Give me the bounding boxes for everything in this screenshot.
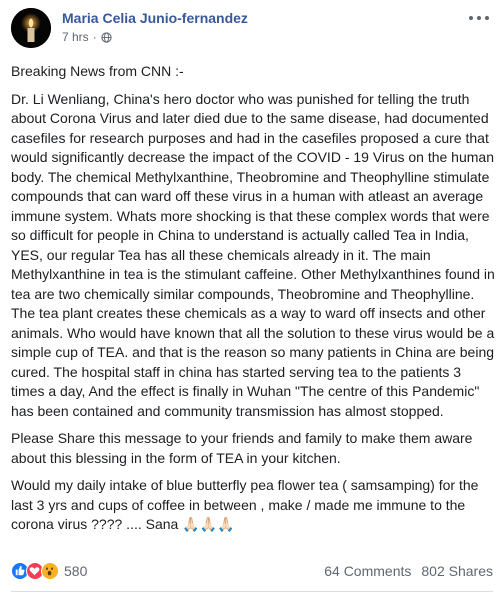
post-paragraph: Please Share this message to your friends and family to make them aware about this blessing in the form of TEA in your kitchen. xyxy=(11,430,473,466)
more-options-icon[interactable] xyxy=(469,12,489,24)
post-timestamp[interactable]: 7 hrs xyxy=(62,30,89,44)
author-name[interactable]: Maria Celia Junio-fernandez xyxy=(62,10,248,26)
candle-icon xyxy=(11,8,51,48)
meta-separator: · xyxy=(92,30,97,44)
shares-link[interactable]: 802 Shares xyxy=(421,563,493,579)
post-paragraph: Would my daily intake of blue butterfly pea flower tea ( samsamping) for the last 3 yrs and cups of coffee in between , make / made me immune to the corona virus ???? .... Sana 🙏🏻🙏🏻🙏🏻 xyxy=(11,477,479,532)
reactions-summary[interactable] xyxy=(11,562,87,580)
footer-divider xyxy=(11,591,493,592)
reaction-count: 580 xyxy=(64,563,88,579)
globe-icon[interactable] xyxy=(101,32,112,43)
post-stats xyxy=(324,563,493,579)
post-body xyxy=(11,62,497,543)
post-footer xyxy=(11,560,493,582)
comments-link[interactable]: 64 Comments xyxy=(324,563,412,579)
post-paragraph: Dr. Li Wenliang, China's hero doctor who was punished for telling the truth about Corona Virus and later died due to the same disease, had documented casefiles for research purposes and had in the casefiles proposed a cure that would significantly decrease the impact of the COVID - 19 Virus on the human body. The chemical Methylxanthine, Theobromine and Theophylline stimulate compounds that can ward off these virus in a human with atleast an average immune system. Whats more shocking is that these complex words that were so difficult for people in China to understand is actually called Tea in India, YES, our regular Tea has all these chemicals already in it. The main Methylxanthine in tea is the stimulant caffeine. Other Methylxanthines found in tea are two chemically similar compounds, Theobromine and Theophylline. The tea plant creates these chemicals as a way to ward off insects and other animals. Who would have known that all the solution to these virus would be a simple cup of TEA. and that is the reason so many patients in China are being cured. The hospital staff in china has started serving tea to the patients 3 times a day, And the effect is finally in Wuhan "The centre of this Pandemic" has been contained and community transmission has almost stopped. xyxy=(11,90,495,419)
author-avatar[interactable] xyxy=(11,8,51,48)
post-meta xyxy=(62,30,112,44)
wow-icon xyxy=(41,562,59,580)
post-paragraph: Breaking News from CNN :- xyxy=(11,63,184,79)
post-header xyxy=(11,8,501,52)
